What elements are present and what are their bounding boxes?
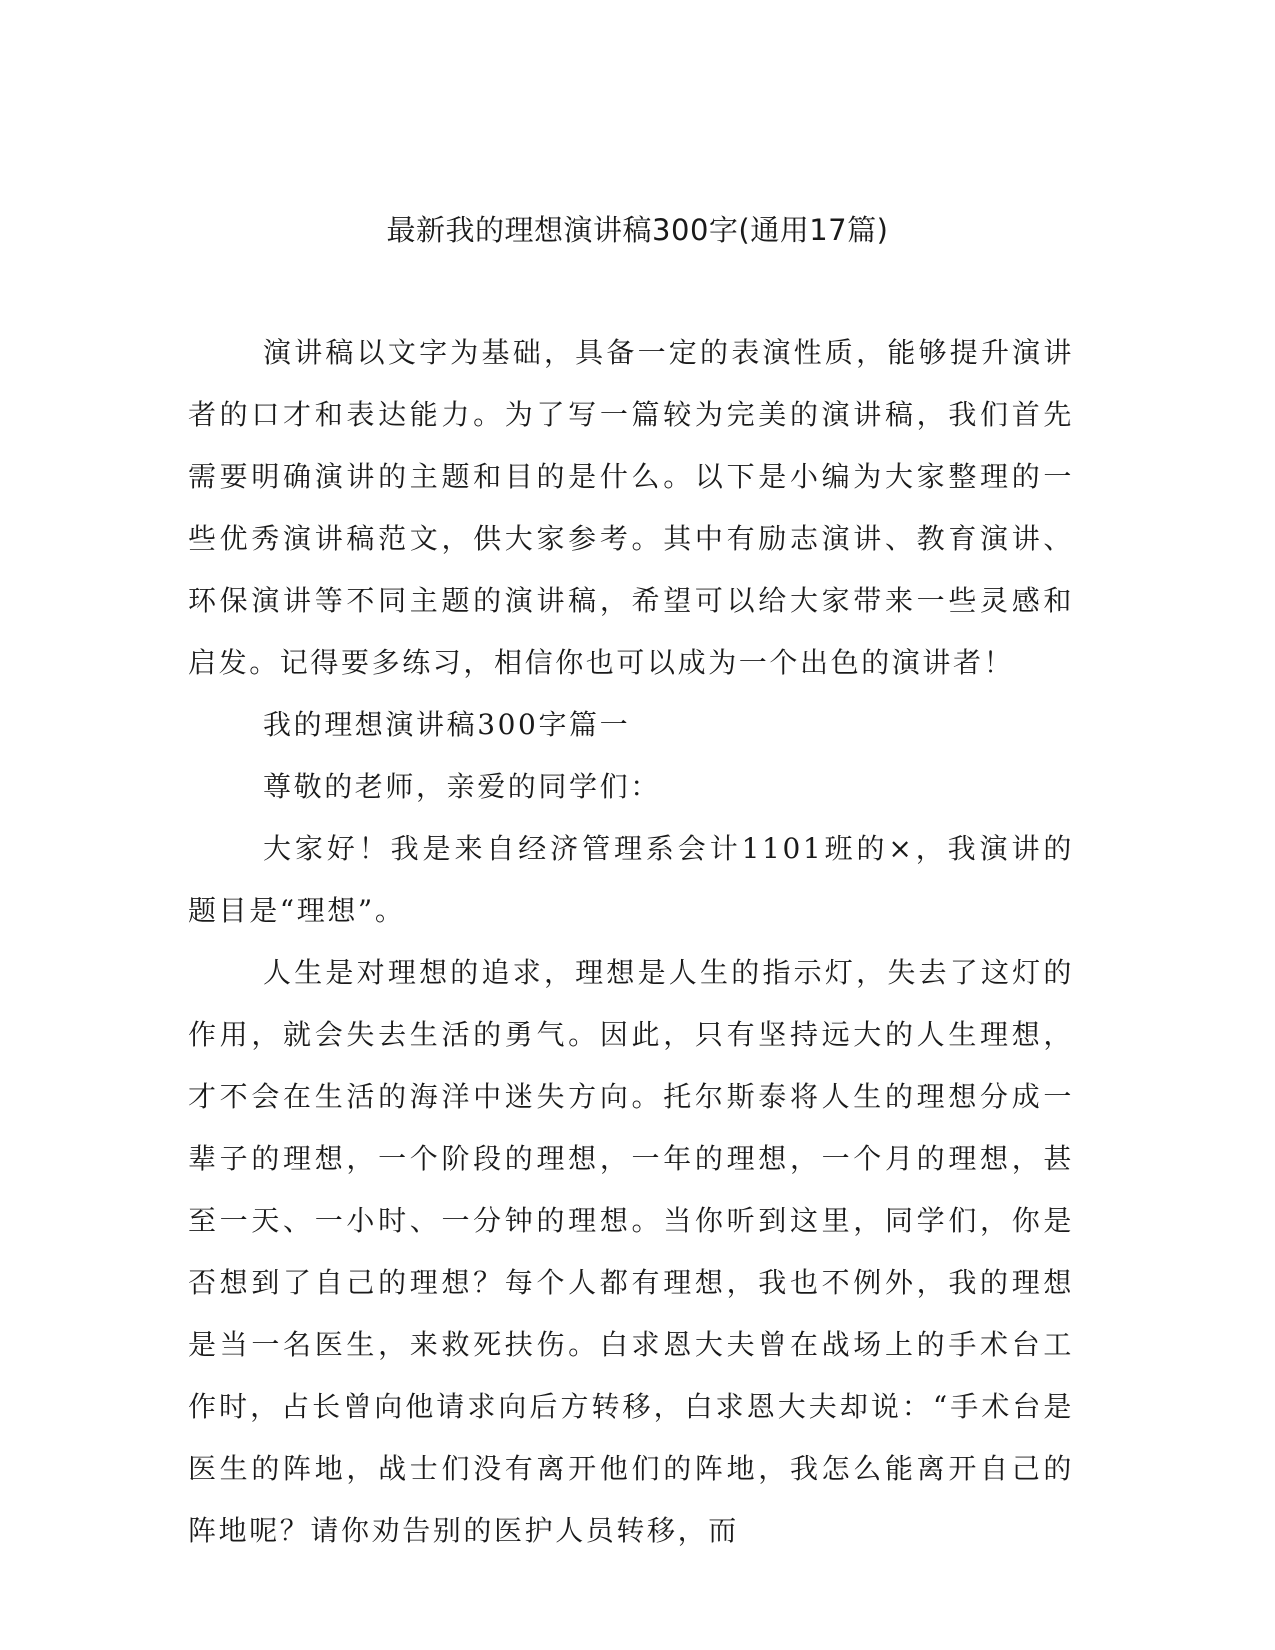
body-paragraph: 人生是对理想的追求，理想是人生的指示灯，失去了这灯的作用，就会失去生活的勇气。因此，只有坚持远大的人生理想，才不会在生活的海洋中迷失方向。托尔斯泰将人生的理想分成一辈子的理想，一个阶段的理想，一年的理想，一个月的理想，甚至一天、一小时、一分钟的理想。当你听到这里，同学们，你是否想到了自己的理想？每个人都有理想，我也不例外，我的理想是当一名医生，来救死扶伤。白求恩大夫曾在战场上的手术台工作时，占长曾向他请求向后方转移，白求恩大夫却说：“手术台是医生的阵地，战士们没有离开他们的阵地，我怎么能离开自己的阵地呢？请你劝告别的医护人员转移，而 bbox=[188, 956, 1074, 1547]
document-body bbox=[188, 322, 1074, 1562]
intro-paragraph: 演讲稿以文字为基础，具备一定的表演性质，能够提升演讲者的口才和表达能力。为了写一篇较为完美的演讲稿，我们首先需要明确演讲的主题和目的是什么。以下是小编为大家整理的一些优秀演讲稿范文，供大家参考。其中有励志演讲、教育演讲、环保演讲等不同主题的演讲稿，希望可以给大家带来一些灵感和启发。记得要多练习，相信你也可以成为一个出色的演讲者！ bbox=[188, 336, 1074, 679]
document-title: 最新我的理想演讲稿300字(通用17篇) bbox=[386, 213, 889, 247]
salutation: 尊敬的老师，亲爱的同学们： bbox=[263, 770, 661, 803]
greeting-paragraph: 大家好！我是来自经济管理系会计1101班的×，我演讲的题目是“理想”。 bbox=[188, 832, 1074, 927]
section-heading: 我的理想演讲稿300字篇一 bbox=[263, 708, 631, 741]
